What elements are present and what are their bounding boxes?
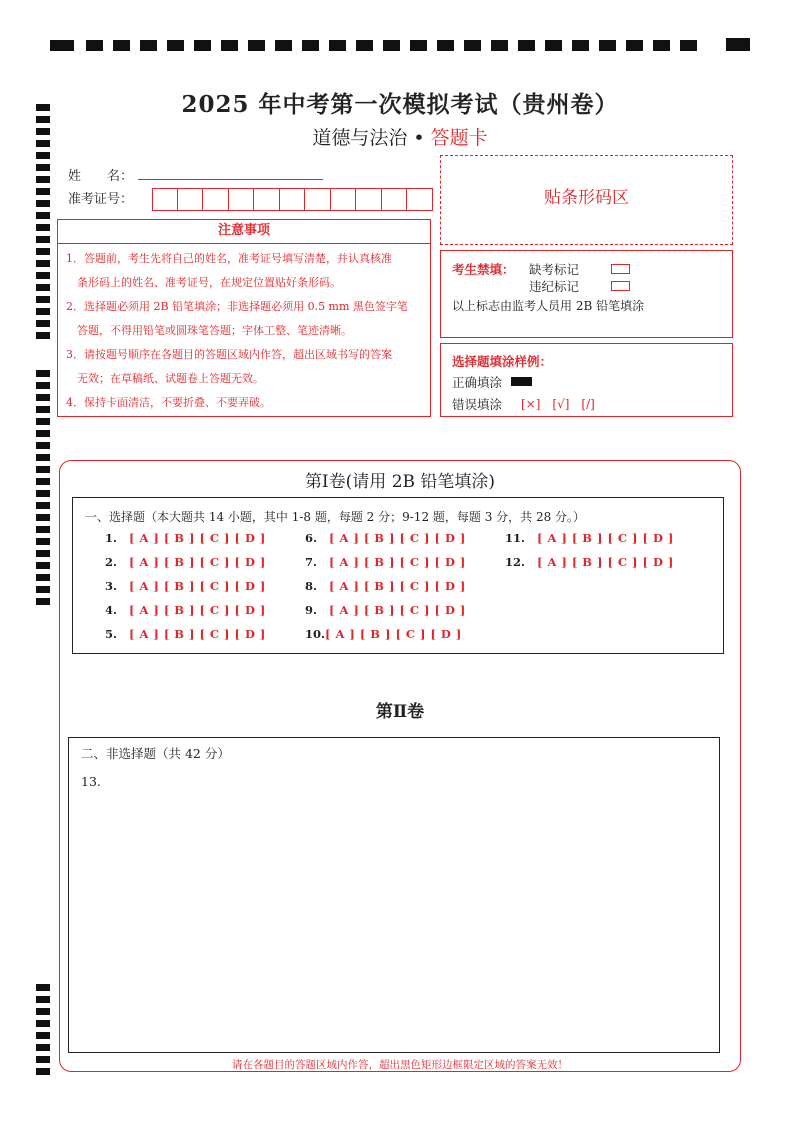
notice-line: 2．选择题必须用 2B 铅笔填涂；非选择题必须用 0.5 mm 黑色签字笔	[66, 300, 408, 313]
separator-dot: •	[413, 127, 425, 149]
answer-options[interactable]: [ A ] [ B ] [ C ] [ D ]	[329, 603, 466, 617]
open-answer-box[interactable]	[68, 737, 720, 1053]
notice-line: 4．保持卡面清洁，不要折叠、不要弄破。	[66, 396, 271, 409]
name-label: 姓 名：	[68, 169, 134, 184]
id-digit-box[interactable]	[203, 188, 229, 211]
answer-options[interactable]: [ A ] [ B ] [ C ] [ D ]	[129, 531, 266, 545]
id-digit-box[interactable]	[152, 188, 178, 211]
forbid-panel	[440, 250, 733, 338]
absent-label: 缺考标记	[529, 262, 580, 277]
sample-panel	[440, 343, 733, 417]
id-digit-box[interactable]	[382, 188, 408, 211]
sample-label: 选择题填涂样例：	[452, 354, 553, 369]
correct-label: 正确填涂	[452, 375, 503, 390]
answer-options[interactable]: [ A ] [ B ] [ C ] [ D ]	[129, 579, 266, 593]
question-row[interactable]: 8. [ A ] [ B ] [ C ] [ D ]	[305, 579, 466, 593]
question-row[interactable]: 5. [ A ] [ B ] [ C ] [ D ]	[105, 627, 266, 641]
notice-panel	[57, 219, 431, 417]
notice-line: 3．请按题号顺序在各题目的答题区域内作答，超出区域书写的答案	[66, 348, 392, 361]
page-subtitle	[0, 123, 800, 150]
part2-heading: 第Ⅱ卷	[375, 702, 425, 722]
answer-options[interactable]: [ A ] [ B ] [ C ] [ D ]	[325, 627, 462, 641]
id-digit-box[interactable]	[356, 188, 382, 211]
id-digit-box[interactable]	[178, 188, 204, 211]
question-row[interactable]: 6. [ A ] [ B ] [ C ] [ D ]	[305, 531, 466, 545]
question-row[interactable]: 1. [ A ] [ B ] [ C ] [ D ]	[105, 531, 266, 545]
question-row[interactable]: 9. [ A ] [ B ] [ C ] [ D ]	[305, 603, 466, 617]
notice-line: 答题，不得用铅笔或圆珠笔答题；字体工整、笔迹清晰。	[66, 324, 352, 337]
notice-heading: 注意事项	[58, 220, 430, 244]
id-digit-box[interactable]	[229, 188, 255, 211]
subject-name: 道德与法治	[312, 127, 408, 149]
absent-mark-box[interactable]	[611, 264, 630, 274]
violation-label: 违纪标记	[529, 279, 580, 294]
question-row[interactable]: 2. [ A ] [ B ] [ C ] [ D ]	[105, 555, 266, 569]
id-digit-box[interactable]	[331, 188, 357, 211]
answer-options[interactable]: [ A ] [ B ] [ C ] [ D ]	[129, 603, 266, 617]
open-section-title: 二、非选择题（共 42 分）	[81, 746, 230, 761]
question-row[interactable]: 11. [ A ] [ B ] [ C ] [ D ]	[505, 531, 674, 545]
correct-fill-sample	[511, 377, 532, 386]
answer-options[interactable]: [ A ] [ B ] [ C ] [ D ]	[129, 555, 266, 569]
forbid-note: 以上标志由监考人员用 2B 铅笔填涂	[452, 299, 645, 313]
id-digit-box[interactable]	[280, 188, 306, 211]
question-row[interactable]: 4. [ A ] [ B ] [ C ] [ D ]	[105, 603, 266, 617]
question-row[interactable]: 12. [ A ] [ B ] [ C ] [ D ]	[505, 555, 674, 569]
mc-section-title: 一、选择题（本大题共 14 小题，其中 1-8 题，每题 2 分；9-12 题，每题 3 分，共 28 分。）	[85, 510, 586, 524]
answer-options[interactable]: [ A ] [ B ] [ C ] [ D ]	[329, 531, 466, 545]
name-field[interactable]	[138, 179, 323, 180]
question-13-label: 13.	[81, 774, 101, 789]
violation-mark-box[interactable]	[611, 281, 630, 291]
forbid-label: 考生禁填：	[452, 262, 515, 277]
id-number-grid[interactable]	[152, 188, 433, 211]
multiple-choice-box	[72, 497, 724, 654]
notice-line: 无效；在草稿纸、试题卷上答题无效。	[66, 372, 264, 385]
question-row[interactable]: 3. [ A ] [ B ] [ C ] [ D ]	[105, 579, 266, 593]
wrong-marks: [×] [√] [/]	[521, 397, 595, 411]
answer-options[interactable]: [ A ] [ B ] [ C ] [ D ]	[129, 627, 266, 641]
id-digit-box[interactable]	[407, 188, 433, 211]
id-digit-box[interactable]	[254, 188, 280, 211]
id-label: 准考证号：	[68, 192, 134, 207]
part1-heading: 第Ⅰ卷(请用 2B 铅笔填涂)	[304, 472, 496, 492]
notice-line: 1．答题前，考生先将自己的姓名，准考证号填写清楚，并认真核准	[66, 252, 392, 265]
answer-options[interactable]: [ A ] [ B ] [ C ] [ D ]	[329, 579, 466, 593]
page-title: 2025 年中考第一次模拟考试（贵州卷）	[181, 91, 619, 118]
wrong-label: 错误填涂	[452, 397, 503, 412]
question-row[interactable]: 10.[ A ] [ B ] [ C ] [ D ]	[305, 627, 462, 641]
notice-line: 条形码上的姓名、准考证号，在规定位置贴好条形码。	[66, 276, 341, 289]
footer-note: 请在各题目的答题区域内作答，超出黑色矩形边框限定区域的答案无效！	[232, 1059, 568, 1071]
id-digit-box[interactable]	[305, 188, 331, 211]
card-label: 答题卡	[430, 127, 488, 149]
question-row[interactable]: 7. [ A ] [ B ] [ C ] [ D ]	[305, 555, 466, 569]
answer-options[interactable]: [ A ] [ B ] [ C ] [ D ]	[537, 555, 674, 569]
answer-options[interactable]: [ A ] [ B ] [ C ] [ D ]	[329, 555, 466, 569]
barcode-area[interactable]: 贴条形码区	[440, 155, 733, 245]
answer-options[interactable]: [ A ] [ B ] [ C ] [ D ]	[537, 531, 674, 545]
